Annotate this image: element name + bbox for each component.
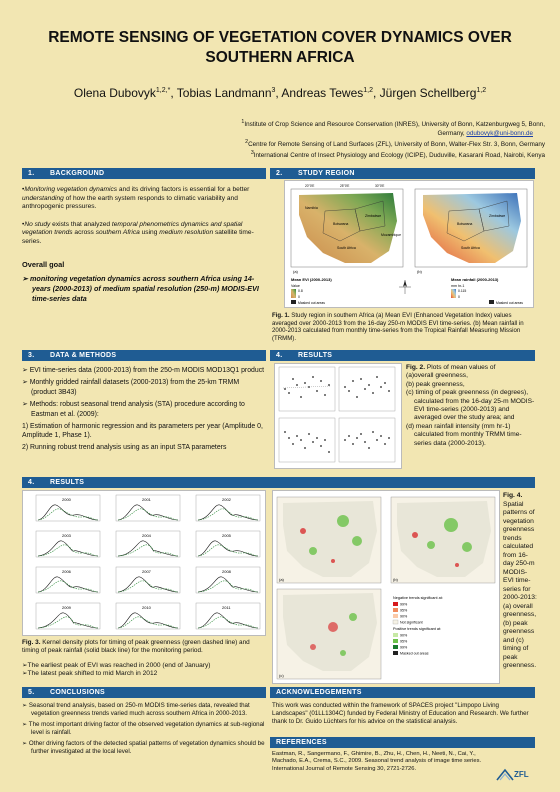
map-b [415,189,527,305]
svg-text:95%: 95% [400,639,408,644]
svg-text:90%: 90% [400,633,408,638]
svg-text:25°0'E: 25°0'E [340,184,350,188]
density-plot-year: 2007 [142,569,151,574]
section-header-results-maps: 4. RESULTS [22,477,535,488]
density-plot-year: 2004 [142,533,151,538]
svg-text:(b): (b) [393,577,398,582]
density-plot-year: 2011 [222,605,231,610]
map-overall-greenness [277,497,381,583]
figure-1-caption: Fig. 1. Study region in southern Africa (a) Mean EVI (Enhanced Vegetation Index) values averaged over 2000-2013 from the 16-day 250-m MODIS EVI time-series. (b) Mean rainfall in 2000-2013 calculated from monthly time-series from the Tropical Rainfall Measuring Mission (TRMM). [272,312,524,342]
svg-text:90%: 90% [400,614,408,619]
svg-text:mm hr-1: mm hr-1 [451,284,465,288]
svg-text:0.115: 0.115 [458,289,467,293]
density-plot-2001 [116,495,180,521]
plot-b [339,367,395,411]
map-timing-peak-greenness [277,589,381,679]
svg-text:0: 0 [458,295,460,299]
section-header-data-methods: 3. DATA & METHODS [22,350,266,361]
zfl-logo-icon [496,768,514,782]
figure-1-maps [284,180,534,308]
figure-2-caption: Fig. 2. Plots of mean values of (a)overall greenness, (b) peak greenness, (c) timing of peak greenness (in degrees), calculated from the 16-day 25-m MODIS-EVI time-series (2000-2013) and averaged over the study area; and (d) mean rainfall intensity (mm hr-1) calculated from monthly TRMM time-series data (2000-2013). [406,364,535,447]
svg-text:30°0'E: 30°0'E [375,184,385,188]
country-label: Botswana [333,222,349,226]
density-plot-2010 [116,603,180,629]
section-header-acknowledgements: ACKNOWLEDGEMENTS [270,687,535,698]
density-plot-2000 [36,495,100,521]
svg-text:0: 0 [298,295,300,299]
figure-4-trend-maps [272,490,500,684]
author-name: Tobias Landmann [176,86,272,100]
poster-title: REMOTE SENSING OF VEGETATION COVER DYNAMICS OVER SOUTHERN AFRICA [48,29,512,66]
trend-legend [393,596,443,656]
author-name: Jürgen Schellberg [379,86,477,100]
svg-text:Positive trends significant at: Positive trends significant at: [393,627,442,631]
density-plot-2005 [196,531,260,557]
map-a [291,184,403,305]
country-label: Zimbabwe [365,214,382,218]
svg-text:Negative trends significant at: Negative trends significant at: [393,596,443,600]
author-name: Andreas Tewes [281,86,364,100]
density-plot-2011 [196,603,260,629]
references-text: Eastman, R., Sangermano, F., Ghimire, B., Zhu, H., Chen, H., Neeti, N., Cai, Y., Machado, E.A., Crema, S.C., 2009. Seasonal trend analysis of image time series. International Journal of Remote Sensing 30, 2721-2726. [272,751,482,772]
figure-3-caption: Fig. 3. Kernel density plots for timing of peak greenness (green dashed line) and timing of peak rainfall (solid black line) for the monitoring period. [22,639,250,654]
kernel-density-grid [23,491,265,635]
density-plot-year: 2003 [62,533,71,538]
plot-a [279,367,335,411]
svg-text:99%: 99% [400,645,408,650]
density-plot-year: 2010 [142,605,151,610]
email-link[interactable]: odubovyk@uni-bonn.de [466,130,533,138]
density-plot-year: 2000 [62,497,71,502]
density-plot-2009 [36,603,100,629]
svg-text:95%: 95% [400,608,408,613]
zfl-logo: ZFL [496,768,529,782]
section-header-conclusions: 5. CONCLUSIONS [22,687,266,698]
figure-2-plots [274,363,402,469]
trend-maps [273,491,499,683]
density-plot-year: 2005 [222,533,231,538]
svg-text:Zimbabwe: Zimbabwe [489,214,506,218]
density-plot-2007 [116,567,180,593]
plot-c [279,418,335,462]
svg-text:Not significant: Not significant [400,620,423,625]
plot-d [339,418,395,462]
svg-text:Mean EVI (2000-2013): Mean EVI (2000-2013) [291,277,332,282]
density-plot-2002 [196,495,260,521]
country-label: South Africa [337,246,356,250]
study-region-maps [285,181,533,307]
methods-text: ➢ EVI time-series data (2000-2013) from the 250-m MODIS MOD13Q1 product ➢ Monthly gridded rainfall datasets (2000-2013) from the 25-km TRMM (product 3B43) ➢ Methods: robust seasonal trend analysis (STA) procedure according to Eastman et al. (2009): 1) Estimation of harmonic regression and its parameters per year (Amplitude 0, Amplitude 1, Phase 1). 2) Running robust trend analysis using as an input STA parameters [22,367,265,451]
svg-text:(b): (b) [417,269,422,274]
goal-label: Overall goal [22,259,65,269]
density-plot-year: 2002 [222,497,231,502]
svg-text:Value: Value [291,284,300,288]
svg-text:20°0'E: 20°0'E [305,184,315,188]
figure-4-caption: Fig. 4. Spatial patterns of vegetation greenness trends calculated from 16-day 250-m MODIS-EVI time-series for 2000-2013: (a) overall greenness, (b) peak greenness and (c) timing of peak greenness. [503,492,537,669]
section-header-study-region: 2. STUDY REGION [270,168,535,179]
density-plot-year: 2009 [62,605,71,610]
author-name: Olena Dubovyk [73,86,156,100]
density-plot-year: 2008 [222,569,231,574]
density-plot-2008 [196,567,260,593]
svg-text:(c): (c) [279,673,284,678]
svg-text:Botswana: Botswana [457,222,473,226]
mean-value-scatterplots [275,364,401,468]
density-plot-2006 [36,567,100,593]
svg-text:0.8: 0.8 [298,289,303,293]
svg-text:99%: 99% [400,602,408,607]
country-label: Mozambique [381,233,402,237]
goal-text: ➢ monitoring vegetation dynamics across southern Africa using 14-years (2000-2013) of medium spatial resolution (250-m) MODIS-EVI time-series data [22,274,259,304]
svg-text:Masked out areas: Masked out areas [496,301,523,305]
svg-text:Masked out areas: Masked out areas [400,651,429,656]
density-plot-2003 [36,531,100,557]
country-label: Namibia [305,206,318,210]
figure-3-bullets: ➢The earliest peak of EVI was reached in 2000 (end of January) ➢The latest peak shifted to mid March in 2012 [22,662,211,678]
north-arrow-icon [399,280,411,294]
section-header-background: 1. BACKGROUND [22,168,266,179]
figure-3-density-plots [22,490,266,636]
density-plot-2004 [116,531,180,557]
conclusions-text: ➢ Seasonal trend analysis, based on 250-m MODIS time-series data, revealed that vegetation greenness trends varied much across southern Africa in 2000-2013. ➢ The most important driving factor of the observed vegetation dynamics at sub-regional level is rainfall. ➢ Other driving factors of the detected spatial patterns of vegetation dynamics should be further investigated at the local level. [22,702,265,755]
section-header-results: 4. RESULTS [270,350,535,361]
density-plot-year: 2001 [142,497,151,502]
density-plot-year: 2006 [62,569,71,574]
acknowledgements-text: This work was conducted within the framework of SPACES project "Limpopo Living Landscapes" (01LL1304C) funded by Federal Ministry of Education and Research. We further thank to Dr. Guido Lüchters for his advice on the statistical analysis. [272,702,529,725]
svg-text:Masked out areas: Masked out areas [298,301,325,305]
svg-text:(a): (a) [293,269,298,274]
affiliations: $^1$Institute of Crop Science and Resource Conservation (INRES), University of Bonn, Katzenburgweg 5, Bonn, Germany, odubovyk@uni-bonn.de $^2$Centre for Remote Sensing of Land Surfaces (ZFL), University of Bonn, Walter-Flex Str. 3, Bonn, Germany $^3$International Centre of Insect Physiology and Ecology (ICIPE), Duduville, Kasarani Road, Nairobi, Kenya [241,119,545,160]
svg-text:South Africa: South Africa [461,246,480,250]
map-peak-greenness [391,497,495,583]
svg-text:Mean rainfall (2000-2013): Mean rainfall (2000-2013) [451,277,499,282]
author-line: Olena Dubovyk$^{1,2,*}$, Tobias Landmann$^3$, Andreas Tewes$^{1,2}$, Jürgen Schellberg$^{1,2}$ [73,86,487,100]
background-text: •Monitoring vegetation dynamics and its driving factors is essential for a better understanding of how the earth system responds to climatic variability and anthropogenic pressures. •No study exists that analyzed temporal phenometrics dynamics and spatial vegetation trends across southern Africa using medium resolution satellite time-series. Overall goal ➢ monitoring vegetation dynamics across southern Africa using 14-years (2000-2013) of medium spatial resolution (250-m) MODIS-EVI time-series data [22,186,266,304]
section-header-references: REFERENCES [270,737,535,748]
svg-text:(a): (a) [279,577,284,582]
